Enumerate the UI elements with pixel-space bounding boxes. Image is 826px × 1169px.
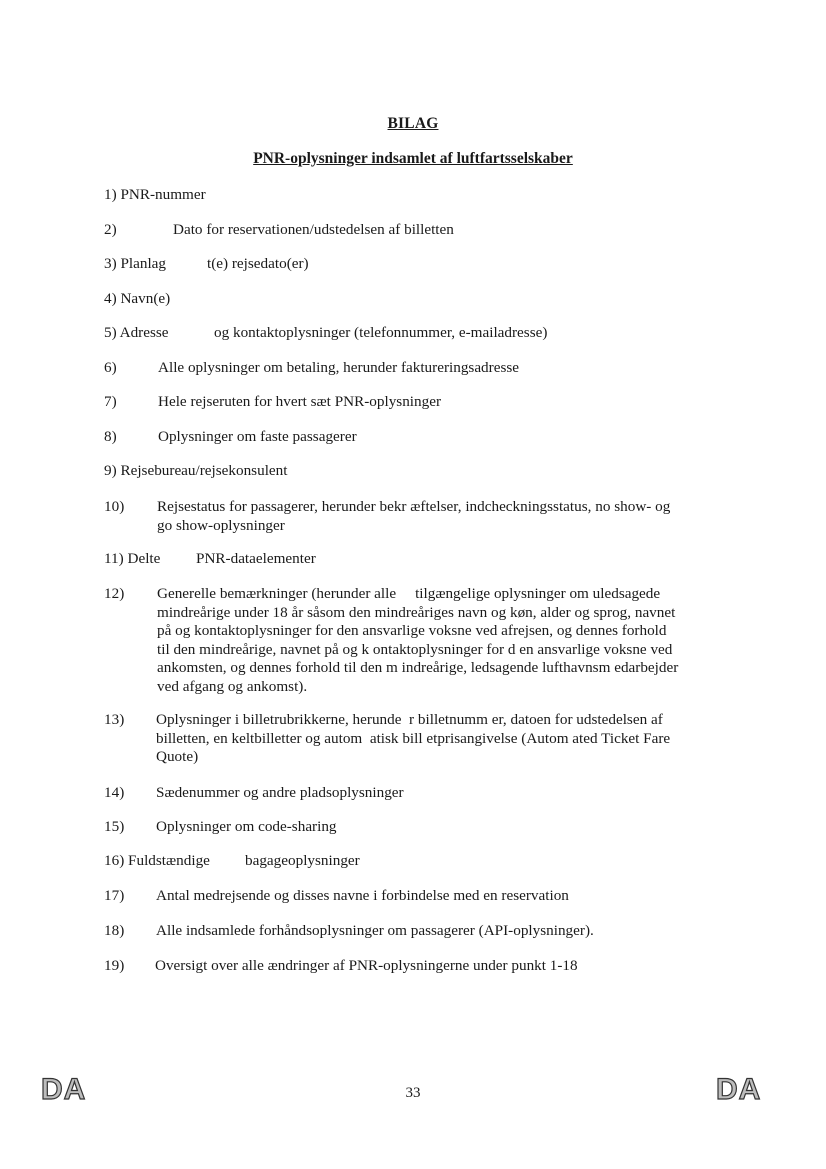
item-number: 11) xyxy=(104,550,124,567)
item-text: Antal medrejsende og disses navne i forbindelse med en reservation xyxy=(156,887,569,904)
item-text-part-b: PNR-dataelementer xyxy=(196,550,316,567)
item-number: 16) xyxy=(104,852,125,869)
item-text: PNR-nummer xyxy=(120,186,206,203)
item-text-line: Rejsestatus for passagerer, herunder bekr æftelser, indcheckningsstatus, no show- og xyxy=(157,498,671,515)
item-text: Hele rejseruten for hvert sæt PNR-oplysninger xyxy=(158,393,442,410)
item-number: 17) xyxy=(104,887,125,904)
item-text: Oplysninger om faste passagerer xyxy=(158,428,357,445)
item-text-line: på og kontaktoplysninger for den ansvarlige voksne ved afrejsen, og dennes forhold xyxy=(157,622,667,639)
item-text-line: go show-oplysninger xyxy=(157,516,285,534)
annex-title: BILAG xyxy=(387,115,439,132)
item-text-line: ved afgang og ankomst). xyxy=(157,677,308,695)
item-text-line: Generelle bemærkninger (herunder alle tilgængelige oplysninger om uledsagede xyxy=(157,585,661,602)
item-text-line: Quote) xyxy=(156,748,199,765)
item-number: 12) xyxy=(104,585,125,602)
item-text-part-a: Planlag xyxy=(120,255,167,272)
item-number: 13) xyxy=(104,711,125,728)
annex-subtitle: PNR-oplysninger indsamlet af luftfartsselskaber xyxy=(253,150,573,167)
language-mark-left: DA xyxy=(41,1073,87,1106)
item-text: Sædenummer og andre pladsoplysninger xyxy=(156,784,404,801)
item-number: 18) xyxy=(104,922,125,939)
item-number: 2) xyxy=(104,221,117,238)
item-number: 9) xyxy=(104,462,117,479)
item-number: 14) xyxy=(104,784,125,801)
item-text-part-a: Adresse xyxy=(119,324,169,341)
item-text: Navn(e) xyxy=(120,290,171,307)
item-number: 7) xyxy=(104,393,117,410)
item-number: 6) xyxy=(104,359,117,376)
item-number: 3) xyxy=(104,255,117,272)
item-text: Oversigt over alle ændringer af PNR-oplysningerne under punkt 1-18 xyxy=(155,957,578,974)
item-text-part-a: Fuldstændige xyxy=(128,852,210,869)
item-number: 4) xyxy=(104,290,117,307)
item-text-line: Oplysninger i billetrubrikkerne, herunde r billetnumm er, datoen for udstedelsen af xyxy=(156,711,663,728)
item-text: Alle indsamlede forhåndsoplysninger om passagerer (API-oplysninger). xyxy=(156,922,594,939)
item-text-part-b: bagageoplysninger xyxy=(245,852,360,869)
item-number: 10) xyxy=(104,498,125,515)
item-text-part-b: og kontaktoplysninger (telefonnummer, e-mailadresse) xyxy=(214,324,548,341)
item-text: Alle oplysninger om betaling, herunder faktureringsadresse xyxy=(158,359,520,376)
item-number: 8) xyxy=(104,428,117,445)
item-text: Dato for reservationen/udstedelsen af billetten xyxy=(173,221,454,238)
item-text: Oplysninger om code-sharing xyxy=(156,818,337,835)
item-text-line: til den mindreårige, navnet på og k ontaktoplysninger for d en ansvarlige voksne ved xyxy=(157,640,673,658)
item-text-part-a: Delte xyxy=(127,550,161,567)
item-number: 1) xyxy=(104,186,117,203)
item-text-line: billetten, en keltbilletter og autom atisk bill etprisangivelse (Autom ated Ticket Fare xyxy=(156,729,671,747)
item-number: 19) xyxy=(104,957,125,974)
language-mark-right: DA xyxy=(716,1073,762,1106)
item-text-line: mindreårige under 18 år såsom den mindreåriges navn og køn, alder og sprog, navnet xyxy=(157,603,676,621)
item-text-part-b: t(e) rejsedato(er) xyxy=(207,255,309,272)
item-text-line: ankomsten, og dennes forhold til den m indreårige, ledsagende lufthavnsm edarbejder xyxy=(157,659,679,676)
page-number: 33 xyxy=(405,1085,421,1101)
item-number: 5) xyxy=(104,324,117,341)
item-number: 15) xyxy=(104,818,125,835)
item-text: Rejsebureau/rejsekonsulent xyxy=(120,462,288,479)
